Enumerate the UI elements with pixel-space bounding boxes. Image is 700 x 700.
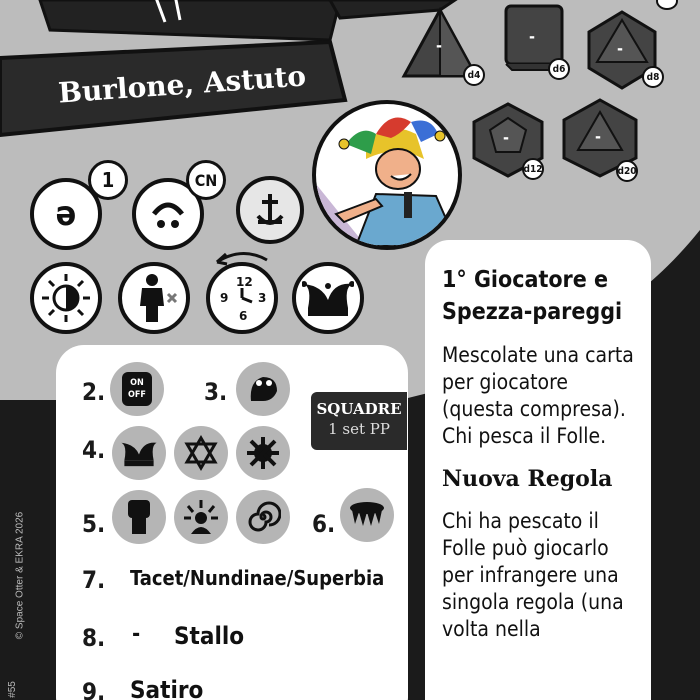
card-number: #55 [6, 681, 18, 698]
traits-text: Burlone, Astuto [57, 59, 308, 110]
rule-7-text: Tacet/Nundinae/Superbia [130, 566, 385, 590]
on-label: ON [130, 378, 144, 388]
info-panel [425, 240, 651, 700]
svg-text:6: 6 [239, 309, 248, 323]
svg-text:-: - [529, 27, 535, 46]
person-cross-icon [118, 262, 190, 334]
on-off-icon [110, 362, 164, 416]
panel-heading-new-rule: Nuova Regola [442, 466, 613, 492]
rule-number-2: 2. [82, 378, 106, 406]
jester-portrait [312, 100, 462, 250]
svg-text:12: 12 [236, 275, 253, 289]
svg-text:-: - [595, 127, 601, 146]
dripping-crown-icon [340, 488, 394, 542]
alignment-icon: ə [30, 178, 102, 250]
rule-number-9: 9. [82, 678, 106, 700]
teams-subtitle: 1 set PP [328, 420, 390, 438]
spiral-icon [236, 490, 290, 544]
svg-text:-: - [617, 39, 623, 58]
svg-text:-: - [503, 128, 509, 147]
jester-hat-small-icon [112, 426, 166, 480]
second-value-badge: CN [186, 160, 226, 200]
sun-moon-icon [30, 262, 102, 334]
die-label-d4: d4 [463, 64, 485, 86]
clock-icon [206, 262, 278, 334]
rule-8-dash: - [132, 622, 141, 647]
teams-box [311, 392, 407, 450]
panel-heading-first-player: 1° Giocatore e Spezza-pareggi [442, 267, 623, 325]
rule-number-4: 4. [82, 436, 106, 464]
rule-9-text: Satiro [130, 676, 204, 700]
svg-text:-: - [436, 36, 442, 55]
anchor-cross-icon [236, 176, 304, 244]
rule-number-7: 7. [82, 566, 106, 594]
rule-number-5: 5. [82, 510, 106, 538]
svg-text:3: 3 [258, 291, 267, 305]
panel-body-new-rule: Chi ha pescato il Folle può giocarlo per infrangere una singola regola (una volta nella [442, 509, 624, 641]
rotate-arrow-icon [212, 246, 272, 266]
die-label-d8: d8 [642, 66, 664, 88]
rule-number-3: 3. [204, 378, 228, 406]
rule-8-text: Stallo [174, 622, 245, 650]
off-label: OFF [128, 390, 146, 400]
die-label-d6: d6 [548, 58, 570, 80]
radiant-figure-icon [174, 490, 228, 544]
die-label-d20: d20 [616, 160, 638, 182]
jester-hat-icon [292, 262, 364, 334]
teams-title: SQUADRE [316, 400, 402, 418]
first-value-badge: 1 [88, 160, 128, 200]
splat-icon [236, 426, 290, 480]
fist-icon [112, 490, 166, 544]
rule-number-8: 8. [82, 624, 106, 652]
die-label-d12: d12 [522, 158, 544, 180]
rule-number-6: 6. [312, 510, 336, 538]
copyright-text: © Space Otter & EKRA 2026 [14, 511, 26, 640]
frog-icon [236, 362, 290, 416]
panel-body-first-player: Mescolate una carta per giocatore (questa compresa). Chi pesca il Folle. [442, 343, 634, 448]
star-of-david-icon [174, 426, 228, 480]
svg-text:9: 9 [220, 291, 229, 305]
